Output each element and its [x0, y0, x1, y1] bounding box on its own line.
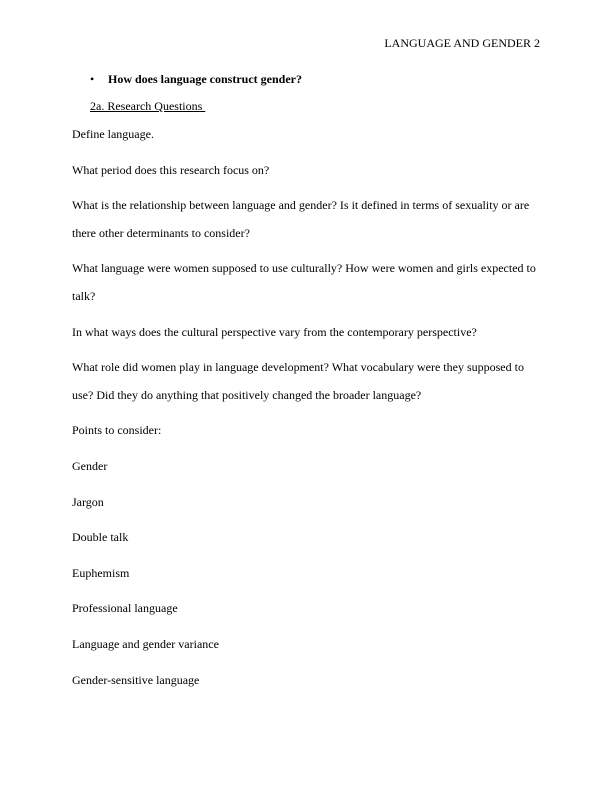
bullet-item — [90, 72, 302, 86]
paragraph-perspective-variation: In what ways does the cultural perspective vary from the contemporary perspective? — [72, 325, 477, 339]
list-item-double-talk: Double talk — [72, 530, 129, 544]
paragraph-women-role: What role did women play in language development? What vocabulary were they supposed to use? Did they do anything that positively changed the broader language? — [72, 360, 524, 402]
list-item-professional-language: Professional language — [72, 601, 178, 615]
running-head: LANGUAGE AND GENDER 2 — [384, 36, 540, 50]
paragraph-points-to-consider: Points to consider: — [72, 423, 162, 437]
list-item-gender-sensitive-language: Gender-sensitive language — [72, 673, 200, 687]
list-item-gender: Gender — [72, 459, 108, 473]
list-item-jargon: Jargon — [72, 495, 104, 509]
paragraph-women-language-use: What language were women supposed to use culturally? How were women and girls expected to talk? — [72, 261, 536, 303]
list-item-gender-variance: Language and gender variance — [72, 637, 219, 651]
paragraph-language-gender-relationship: What is the relationship between language and gender? Is it defined in terms of sexuality or are there other determinants to consider? — [72, 198, 530, 240]
paragraph-define-language: Define language. — [72, 127, 154, 141]
bullet-text: How does language construct gender? — [108, 72, 302, 86]
section-heading: 2a. Research Questions — [90, 99, 206, 113]
list-item-euphemism: Euphemism — [72, 566, 130, 580]
paragraph-research-period: What period does this research focus on? — [72, 163, 270, 177]
bullet-symbol: • — [90, 72, 95, 86]
